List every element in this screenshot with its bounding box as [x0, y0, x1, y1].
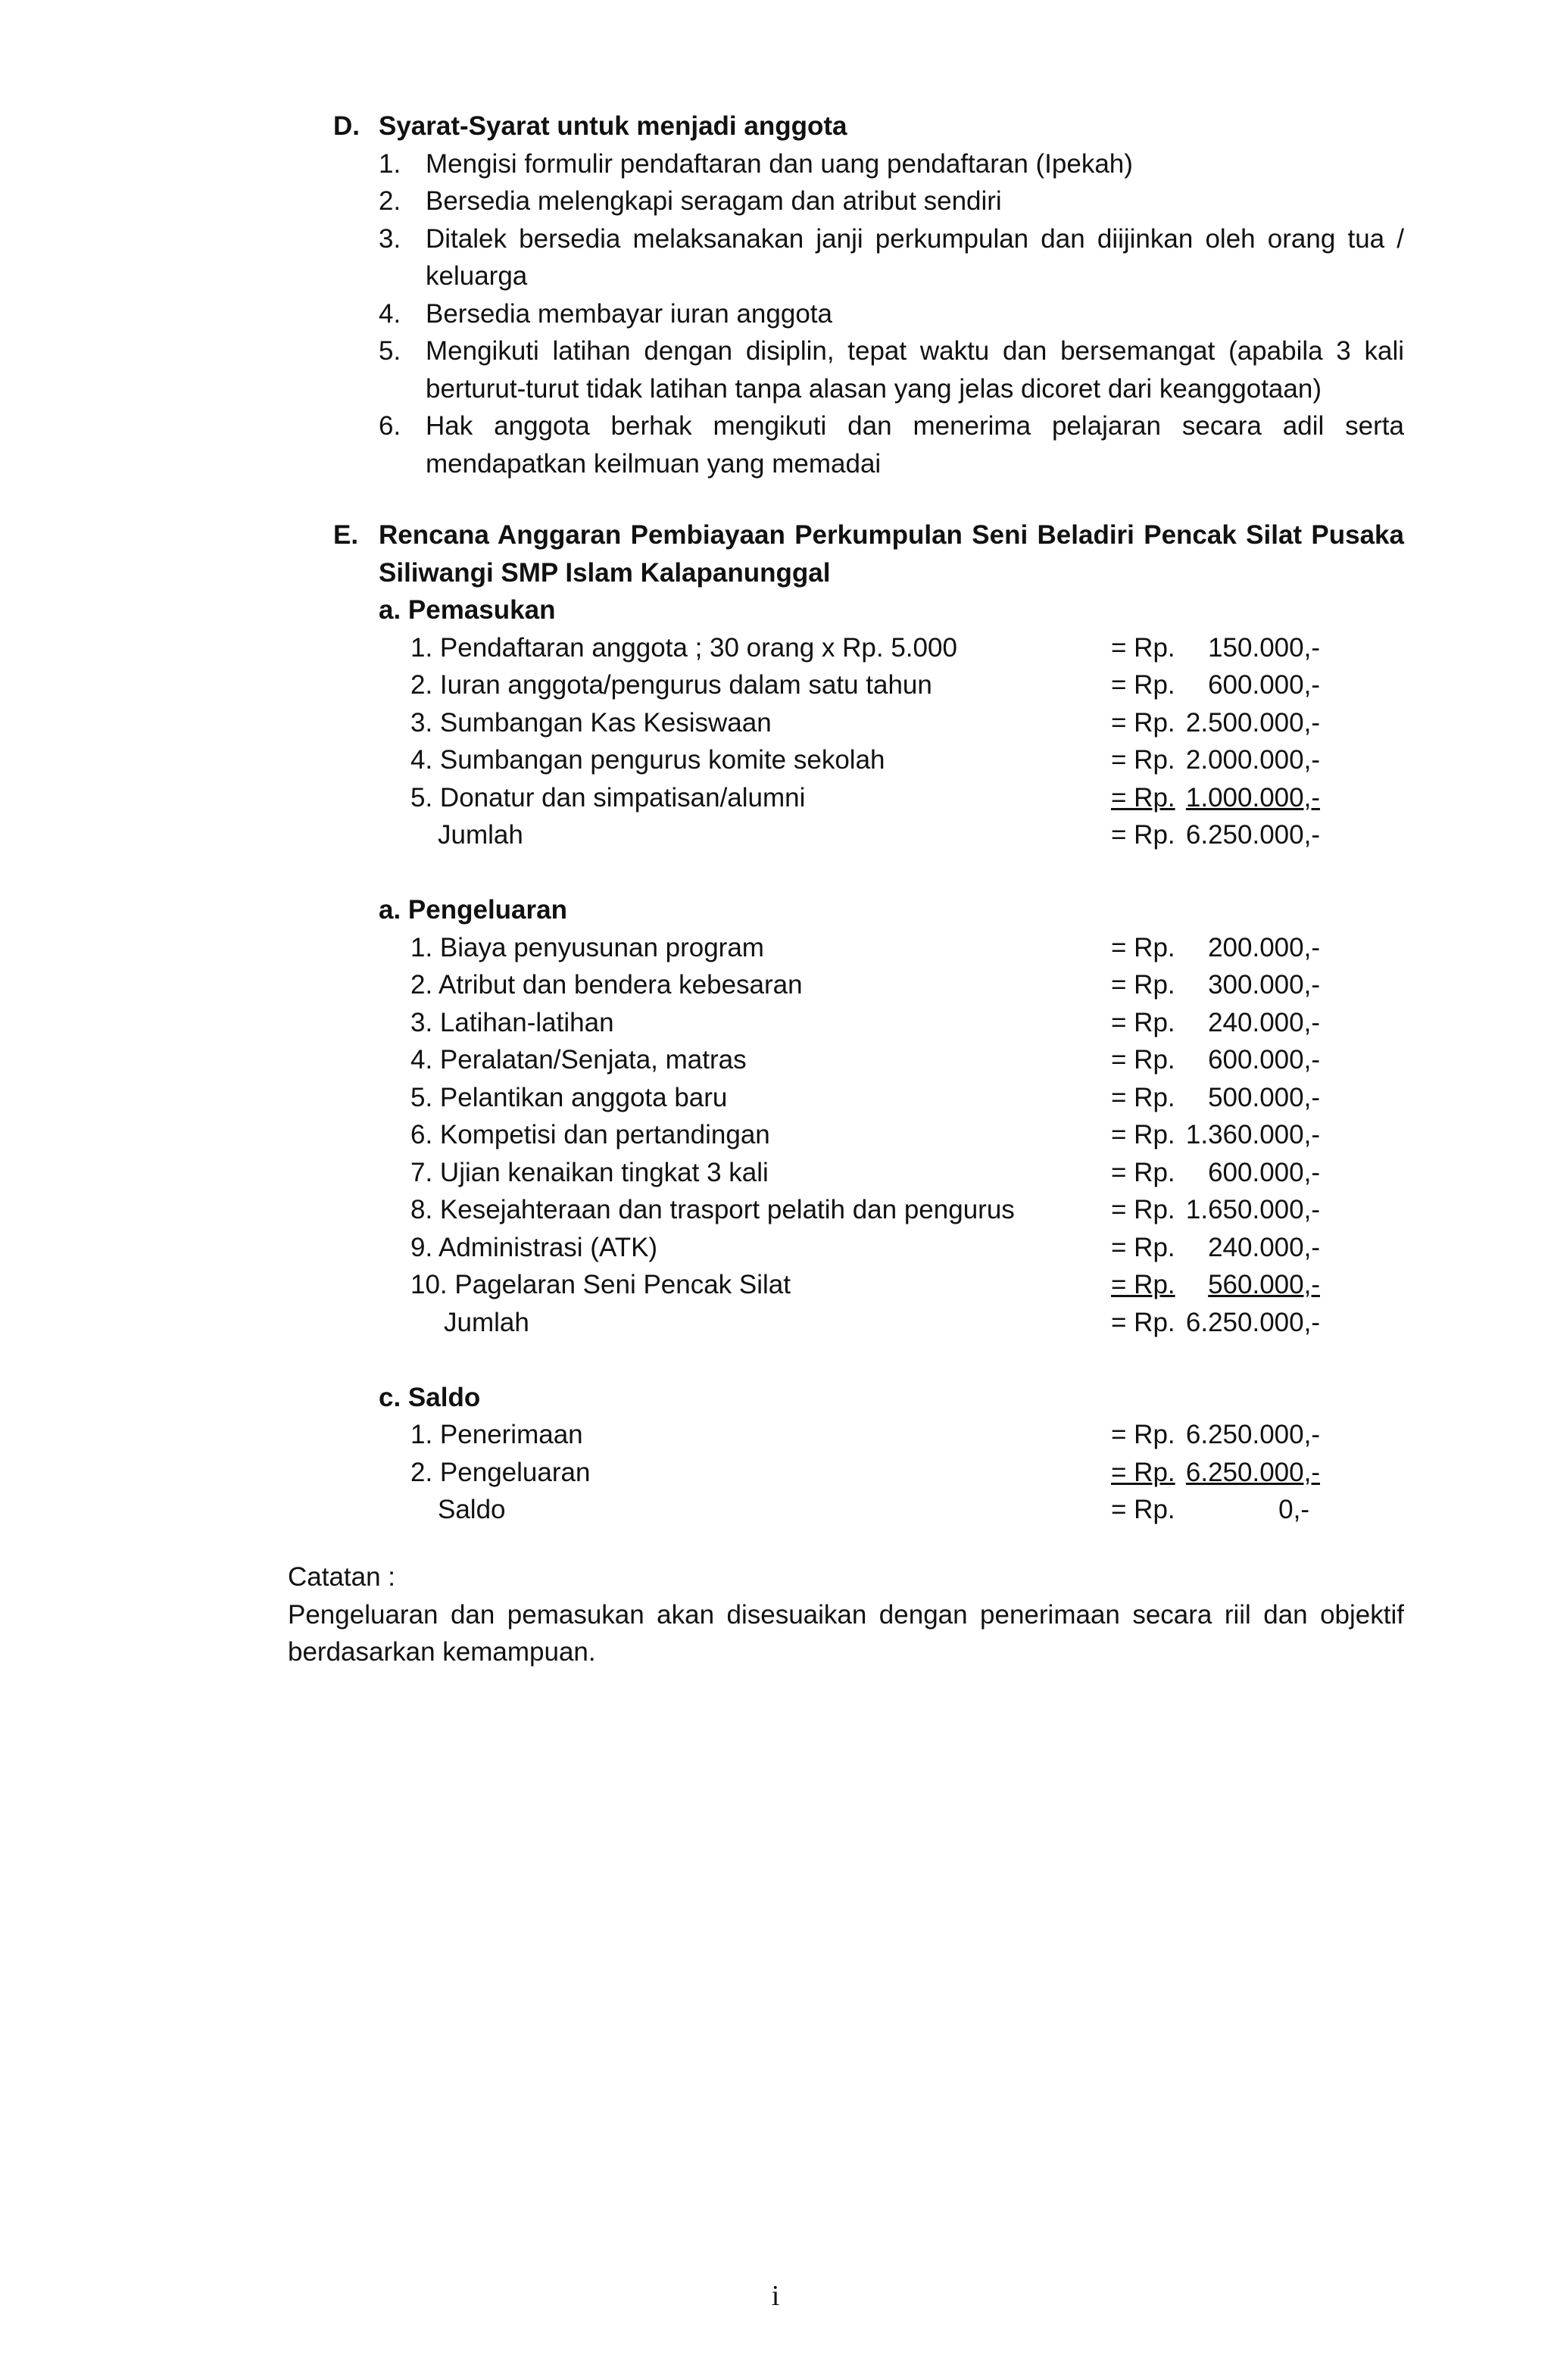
total-label: Saldo — [438, 1495, 506, 1524]
budget-label: 2. Atribut dan bendera kebesaran — [410, 970, 803, 1000]
notes-label: Catatan : — [288, 1562, 396, 1592]
budget-row — [333, 666, 1404, 704]
budget-row — [333, 779, 1404, 817]
amount-prefix: = Rp. — [1111, 1045, 1175, 1075]
list-item — [379, 407, 1404, 482]
budget-label: 1. Penerimaan — [410, 1420, 583, 1449]
amount-value: 0,- — [1278, 1495, 1309, 1524]
budget-row — [333, 704, 1404, 742]
budget-row — [333, 1266, 1404, 1304]
budget-label: 4. Peralatan/Senjata, matras — [410, 1045, 747, 1075]
balance-heading: c. Saldo — [379, 1382, 481, 1412]
budget-amount — [1111, 1116, 1320, 1154]
amount-prefix: = Rp. — [1111, 932, 1175, 962]
amount-value: 1.650.000,- — [1185, 1195, 1320, 1224]
expense-list — [333, 929, 1404, 1342]
budget-amount — [1111, 929, 1320, 967]
budget-amount — [1111, 1041, 1320, 1079]
amount-prefix: = Rp. — [1111, 820, 1175, 850]
list-text: Mengikuti latihan dengan disiplin, tepat waktu dan bersemangat (apabila 3 kali berturut-turut tidak latihan tanpa alasan yang jelas dicoret dari keanggotaan) — [426, 336, 1404, 404]
amount-value: 6.250.000,- — [1185, 820, 1320, 850]
section-title: Rencana Anggaran Pembiayaan Perkumpulan Seni Beladiri Pencak Silat Pusaka Siliwangi SMP Islam Kalapanunggal — [379, 520, 1404, 588]
budget-amount — [1111, 741, 1320, 779]
budget-label: 10. Pagelaran Seni Pencak Silat — [410, 1270, 791, 1299]
budget-row — [333, 629, 1404, 667]
section-d — [333, 108, 1404, 482]
budget-amount — [1111, 1416, 1320, 1454]
budget-amount — [1111, 1004, 1320, 1042]
budget-total-row — [333, 1304, 1404, 1342]
list-number: 1. — [379, 148, 401, 179]
budget-label: 6. Kompetisi dan pertandingan — [410, 1120, 770, 1149]
list-number: 3. — [379, 223, 401, 254]
section-d-heading — [333, 108, 1404, 145]
section-letter: D. — [333, 111, 360, 141]
budget-label: 8. Kesejahteraan dan trasport pelatih dan pengurus — [410, 1195, 1015, 1224]
budget-label: 4. Sumbangan pengurus komite sekolah — [410, 745, 885, 775]
list-text: Hak anggota berhak mengikuti dan menerima pelajaran secara adil serta mendapatkan keilmuan yang memadai — [426, 411, 1404, 479]
budget-label: 9. Administrasi (ATK) — [410, 1232, 658, 1262]
budget-row — [333, 1454, 1404, 1492]
section-e-heading — [333, 516, 1404, 591]
section-letter: E. — [333, 520, 359, 550]
balance-list — [333, 1416, 1404, 1529]
amount-prefix: = Rp. — [1111, 745, 1175, 775]
budget-label: 3. Sumbangan Kas Kesiswaan — [410, 707, 772, 738]
total-amount — [1111, 816, 1320, 854]
budget-label: 1. Pendaftaran anggota ; 30 orang x Rp. 5.000 — [410, 632, 957, 663]
budget-amount — [1111, 629, 1320, 667]
budget-row — [333, 1229, 1404, 1267]
total-label: Jumlah — [438, 820, 523, 850]
list-item — [379, 332, 1404, 407]
income-heading: a. Pemasukan — [379, 595, 556, 625]
amount-value: 500.000,- — [1208, 1082, 1320, 1112]
list-text: Bersedia melengkapi seragam dan atribut sendiri — [426, 186, 1002, 216]
amount-value: 600.000,- — [1208, 670, 1320, 700]
amount-value: 2.000.000,- — [1185, 745, 1320, 775]
amount-prefix: = Rp. — [1111, 1307, 1175, 1337]
list-item — [379, 295, 1404, 333]
amount-value: 150.000,- — [1208, 632, 1320, 663]
budget-amount — [1111, 704, 1320, 742]
amount-prefix: = Rp. — [1111, 782, 1175, 813]
amount-prefix: = Rp. — [1111, 1007, 1175, 1037]
income-list — [333, 629, 1404, 854]
amount-value: 600.000,- — [1208, 1157, 1320, 1187]
list-text: Bersedia membayar iuran anggota — [426, 298, 832, 329]
total-label: Jumlah — [444, 1307, 529, 1337]
budget-amount — [1111, 966, 1320, 1004]
amount-value: 240.000,- — [1208, 1232, 1320, 1262]
budget-label: 5. Pelantikan anggota baru — [410, 1082, 728, 1112]
budget-amount — [1111, 1191, 1320, 1229]
section-e — [333, 516, 1404, 1529]
amount-prefix: = Rp. — [1111, 1457, 1175, 1487]
budget-amount — [1111, 1079, 1320, 1117]
budget-amount — [1111, 666, 1320, 704]
amount-prefix: = Rp. — [1111, 1232, 1175, 1262]
budget-label: 1. Biaya penyusunan program — [410, 932, 764, 962]
amount-prefix: = Rp. — [1111, 670, 1175, 700]
budget-row — [333, 1004, 1404, 1042]
list-item — [379, 182, 1404, 220]
budget-total-row — [333, 816, 1404, 854]
notes-block — [288, 1558, 1404, 1671]
total-amount — [1111, 1491, 1309, 1529]
budget-row — [333, 1191, 1404, 1229]
amount-prefix: = Rp. — [1111, 1270, 1175, 1299]
budget-amount — [1111, 1154, 1320, 1192]
amount-value: 6.250.000,- — [1185, 1307, 1320, 1337]
amount-value: 2.500.000,- — [1185, 707, 1320, 738]
list-item — [379, 145, 1404, 183]
list-number: 4. — [379, 298, 401, 329]
amount-value: 600.000,- — [1208, 1045, 1320, 1075]
budget-row — [333, 966, 1404, 1004]
amount-prefix: = Rp. — [1111, 632, 1175, 663]
budget-total-row — [333, 1491, 1404, 1529]
budget-label: 5. Donatur dan simpatisan/alumni — [410, 782, 806, 813]
budget-amount — [1111, 1229, 1320, 1267]
amount-value: 1.000.000,- — [1185, 782, 1320, 813]
budget-label: 7. Ujian kenaikan tingkat 3 kali — [410, 1157, 769, 1187]
list-item — [379, 220, 1404, 295]
amount-value: 240.000,- — [1208, 1007, 1320, 1037]
budget-amount — [1111, 779, 1320, 817]
budget-amount — [1111, 1454, 1320, 1492]
amount-prefix: = Rp. — [1111, 1157, 1175, 1187]
page-number: i — [771, 2280, 780, 2312]
notes-text: Pengeluaran dan pemasukan akan disesuaikan dengan penerimaan secara riil dan objektif berdasarkan kemampuan. — [288, 1599, 1404, 1667]
amount-value: 200.000,- — [1208, 932, 1320, 962]
amount-prefix: = Rp. — [1111, 1420, 1175, 1449]
budget-row — [333, 1079, 1404, 1117]
amount-prefix: = Rp. — [1111, 970, 1175, 1000]
list-number: 6. — [379, 411, 401, 441]
list-number: 5. — [379, 336, 401, 366]
budget-label: 3. Latihan-latihan — [410, 1007, 614, 1037]
budget-label: 2. Pengeluaran — [410, 1457, 591, 1487]
budget-label: 2. Iuran anggota/pengurus dalam satu tahun — [410, 670, 932, 700]
budget-row — [333, 1041, 1404, 1079]
amount-prefix: = Rp. — [1111, 1120, 1175, 1149]
amount-prefix: = Rp. — [1111, 1082, 1175, 1112]
budget-row — [333, 929, 1404, 967]
section-title: Syarat-Syarat untuk menjadi anggota — [379, 111, 847, 141]
list-text: Ditalek bersedia melaksanakan janji perkumpulan dan diijinkan oleh orang tua / keluarga — [426, 223, 1404, 291]
list-number: 2. — [379, 186, 401, 216]
expense-heading: a. Pengeluaran — [379, 895, 567, 925]
amount-value: 560.000,- — [1208, 1270, 1320, 1299]
budget-row — [333, 1154, 1404, 1192]
amount-prefix: = Rp. — [1111, 1495, 1175, 1524]
amount-prefix: = Rp. — [1111, 1195, 1175, 1224]
requirements-list — [379, 145, 1404, 483]
amount-prefix: = Rp. — [1111, 707, 1175, 738]
budget-row — [333, 741, 1404, 779]
amount-value: 1.360.000,- — [1185, 1120, 1320, 1149]
amount-value: 6.250.000,- — [1185, 1457, 1320, 1487]
budget-row — [333, 1416, 1404, 1454]
budget-amount — [1111, 1266, 1320, 1304]
budget-row — [333, 1116, 1404, 1154]
list-text: Mengisi formulir pendaftaran dan uang pendaftaran (Ipekah) — [426, 148, 1133, 179]
total-amount — [1111, 1304, 1320, 1342]
amount-value: 300.000,- — [1208, 970, 1320, 1000]
amount-value: 6.250.000,- — [1185, 1420, 1320, 1449]
